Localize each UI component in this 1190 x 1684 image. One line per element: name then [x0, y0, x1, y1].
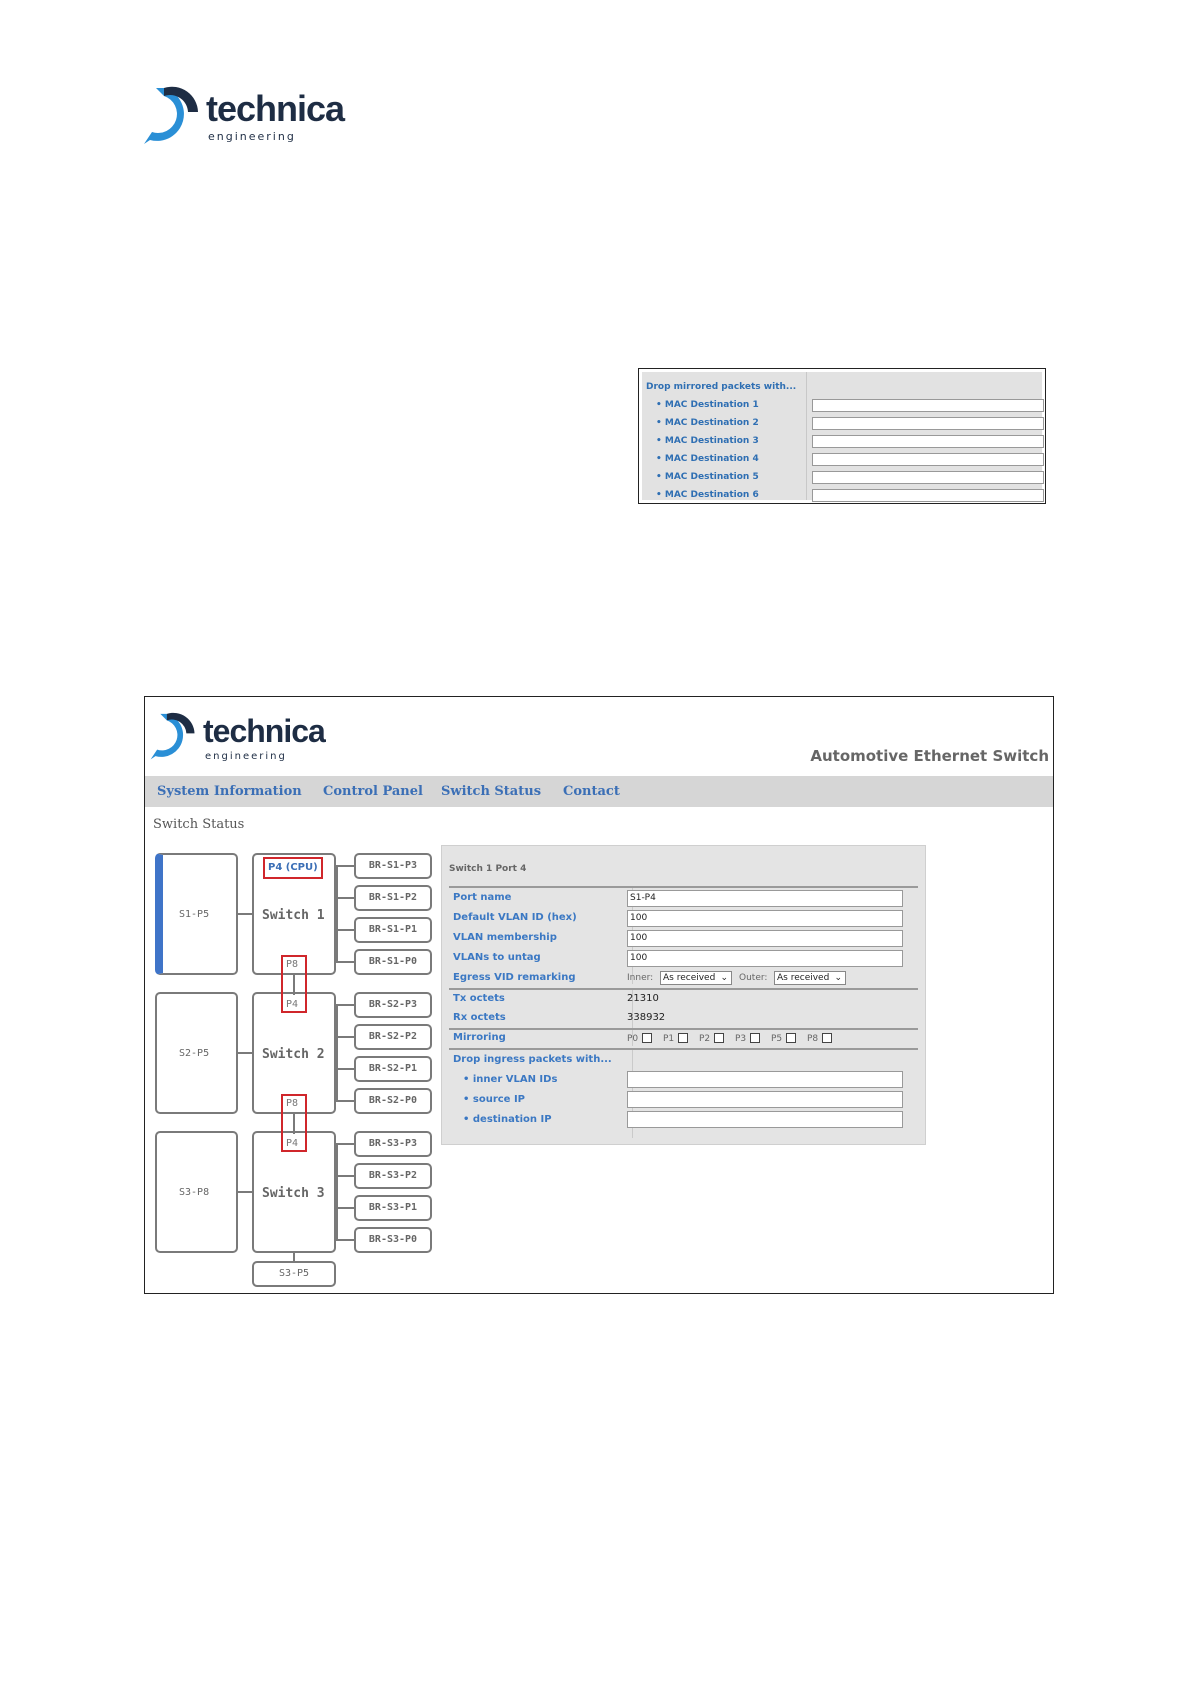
technica-logo-icon [142, 82, 206, 146]
br-port[interactable]: BR-S3-P0 [354, 1227, 432, 1253]
br-port[interactable]: BR-S3-P1 [354, 1195, 432, 1221]
mac-destination-input[interactable] [812, 471, 1044, 484]
technica-logo-icon [149, 709, 201, 761]
mac-destination-label: • MAC Destination 2 [656, 418, 759, 428]
default-vlan-input[interactable]: 100 [627, 910, 903, 927]
mirror-port-label: P5 [771, 1034, 783, 1044]
br-port[interactable]: BR-S1-P3 [354, 853, 432, 879]
drop-item-label: • inner VLAN IDs [463, 1074, 558, 1085]
inner-label: Inner: [627, 973, 654, 983]
egress-remarking-label: Egress VID remarking [453, 972, 576, 983]
mirroring-label: Mirroring [453, 1032, 506, 1043]
outer-label: Outer: [739, 973, 768, 983]
tx-octets-value: 21310 [627, 993, 659, 1004]
drop-item-input[interactable] [627, 1111, 903, 1128]
mirror-port-label: P3 [735, 1034, 747, 1044]
nav-contact[interactable]: Contact [563, 784, 620, 799]
tx-octets-label: Tx octets [453, 993, 505, 1004]
drop-item-input[interactable] [627, 1091, 903, 1108]
logo-wordmark: technica [206, 88, 345, 129]
drop-item-label: • destination IP [463, 1114, 552, 1125]
mirror-port-label: P1 [663, 1034, 675, 1044]
vlan-membership-label: VLAN membership [453, 932, 557, 943]
mac-destination-label: • MAC Destination 4 [656, 454, 759, 464]
outer-select[interactable]: As received ⌄ [774, 971, 846, 985]
mirror-table-header: Drop mirrored packets with... [646, 382, 797, 392]
side-port-s1-p5[interactable]: S1-P5 [155, 853, 238, 975]
cpu-port-label: P4 (CPU) [268, 862, 318, 873]
mirror-port-label: P8 [807, 1034, 819, 1044]
side-port-s3-p8[interactable]: S3-P8 [155, 1131, 238, 1253]
app-title: Automotive Ethernet Switch [810, 747, 1049, 765]
uplink-port-label: P8 [286, 1098, 299, 1109]
vlans-untag-label: VLANs to untag [453, 952, 541, 963]
uplink-port-label: P8 [286, 959, 299, 970]
drop-item-label: • source IP [463, 1094, 525, 1105]
switch-1[interactable]: Switch 1 [252, 853, 336, 975]
switch-status-screenshot [144, 696, 1054, 1294]
mirror-port-checkbox[interactable] [750, 1033, 760, 1043]
br-port[interactable]: BR-S3-P3 [354, 1131, 432, 1157]
mirror-port-label: P0 [627, 1034, 639, 1044]
uplink-port-label: P4 [286, 1138, 299, 1149]
br-port[interactable]: BR-S2-P3 [354, 992, 432, 1018]
inner-select[interactable]: As received ⌄ [660, 971, 732, 985]
nav-control-panel[interactable]: Control Panel [323, 784, 423, 799]
vlan-membership-input[interactable]: 100 [627, 930, 903, 947]
br-port[interactable]: BR-S1-P1 [354, 917, 432, 943]
rx-octets-label: Rx octets [453, 1012, 506, 1023]
mac-destination-input[interactable] [812, 489, 1044, 502]
br-port[interactable]: BR-S2-P1 [354, 1056, 432, 1082]
br-port[interactable]: BR-S2-P2 [354, 1024, 432, 1050]
cpu-port-highlight[interactable] [263, 857, 323, 879]
br-port[interactable]: BR-S3-P2 [354, 1163, 432, 1189]
drop-item-input[interactable] [627, 1071, 903, 1088]
uplink-port-label: P4 [286, 999, 299, 1010]
mirror-port-label: P2 [699, 1034, 711, 1044]
port-name-label: Port name [453, 892, 512, 903]
bottom-port-s3-p5[interactable]: S3-P5 [252, 1261, 336, 1287]
drop-ingress-label: Drop ingress packets with... [453, 1054, 612, 1065]
mac-destination-input[interactable] [812, 399, 1044, 412]
mirror-port-checkbox[interactable] [678, 1033, 688, 1043]
mirror-port-checkbox[interactable] [822, 1033, 832, 1043]
default-vlan-label: Default VLAN ID (hex) [453, 912, 577, 923]
vlans-untag-input[interactable]: 100 [627, 950, 903, 967]
side-port-s2-p5[interactable]: S2-P5 [155, 992, 238, 1114]
br-port[interactable]: BR-S1-P0 [354, 949, 432, 975]
app-logo-subtitle: engineering [205, 751, 287, 762]
mac-destination-label: • MAC Destination 1 [656, 400, 759, 410]
nav-system-information[interactable]: System Information [157, 784, 302, 799]
page-logo [142, 82, 345, 150]
switch-3[interactable]: Switch 3 [252, 1131, 336, 1253]
br-port[interactable]: BR-S1-P2 [354, 885, 432, 911]
mirror-port-checkbox[interactable] [642, 1033, 652, 1043]
mirror-port-checkbox[interactable] [714, 1033, 724, 1043]
mac-destination-label: • MAC Destination 3 [656, 436, 759, 446]
mirror-table-figure [638, 368, 1046, 504]
mirror-port-checkbox[interactable] [786, 1033, 796, 1043]
panel-title: Switch 1 Port 4 [449, 864, 527, 874]
port-name-input[interactable]: S1-P4 [627, 890, 903, 907]
mac-destination-label: • MAC Destination 5 [656, 472, 759, 482]
mac-destination-input[interactable] [812, 453, 1044, 466]
chevron-down-icon: ⌄ [720, 973, 728, 983]
nav-switch-status[interactable]: Switch Status [441, 784, 542, 799]
mac-destination-input[interactable] [812, 417, 1044, 430]
page-title: Switch Status [153, 817, 245, 832]
br-port[interactable]: BR-S2-P0 [354, 1088, 432, 1114]
mac-destination-input[interactable] [812, 435, 1044, 448]
port-detail-panel [441, 845, 926, 1145]
switch-2[interactable]: Switch 2 [252, 992, 336, 1114]
app-logo-wordmark: technica [203, 713, 325, 749]
chevron-down-icon: ⌄ [834, 973, 842, 983]
logo-subtitle: engineering [208, 130, 296, 143]
nav-bar [145, 776, 1053, 807]
mac-destination-label: • MAC Destination 6 [656, 490, 759, 500]
rx-octets-value: 338932 [627, 1012, 666, 1023]
